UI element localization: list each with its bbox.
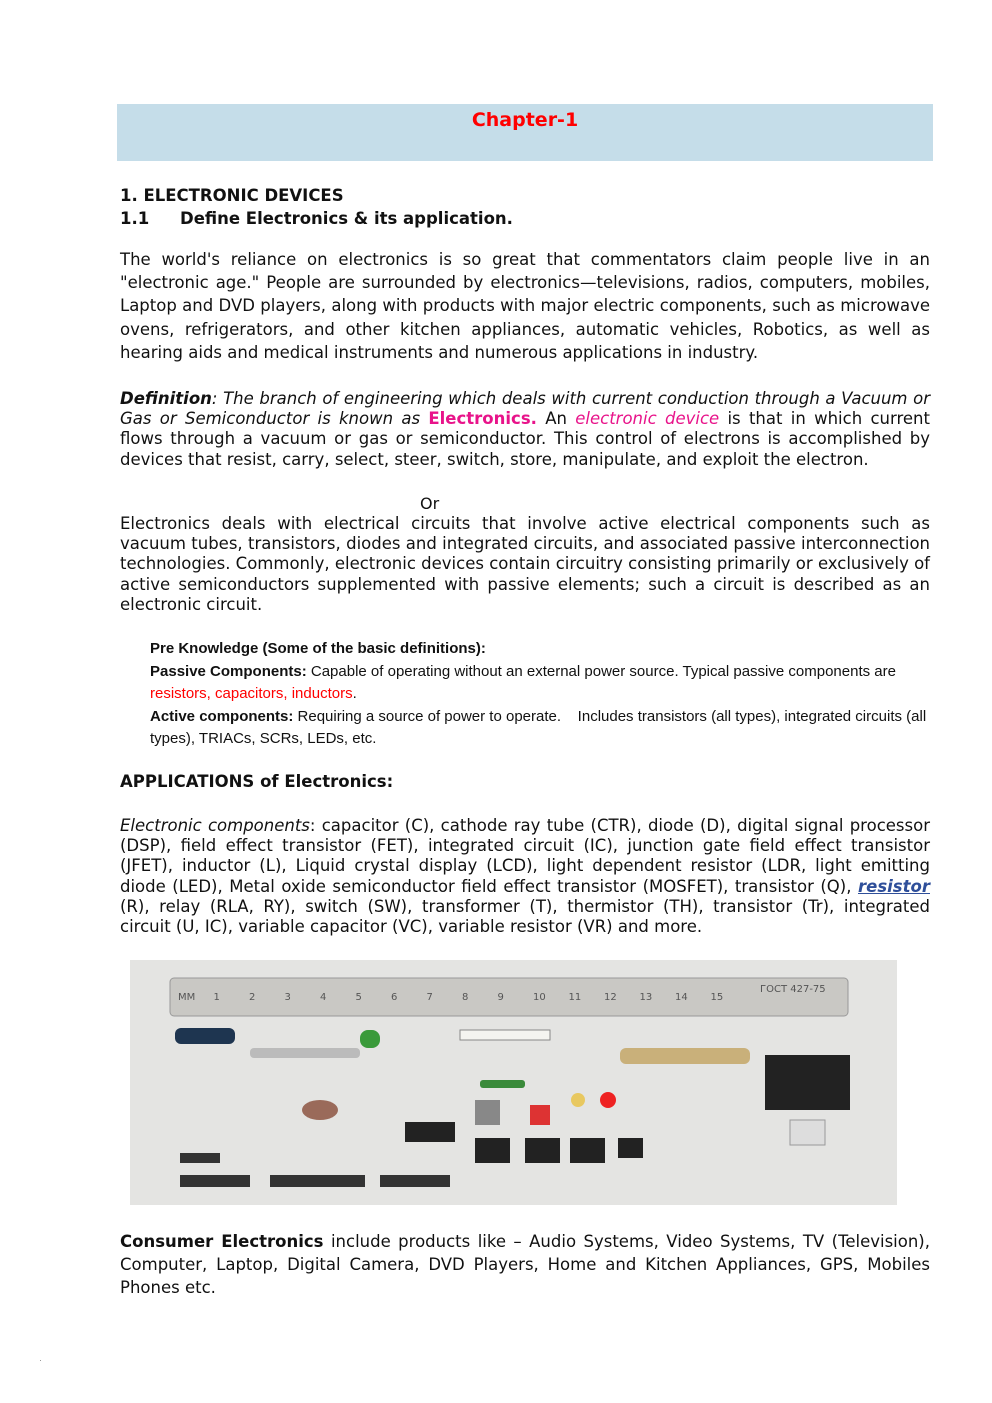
resistor-link[interactable]: resistor <box>858 876 930 896</box>
chapter-title: Chapter-1 <box>471 109 579 131</box>
consumer-electronics-paragraph <box>120 1230 930 1299</box>
ruler-label: 9 <box>497 992 504 1003</box>
ruler-label: 14 <box>675 992 688 1003</box>
section-heading: 1. ELECTRONIC DEVICES <box>120 186 344 205</box>
alt-definition-paragraph: Electronics deals with electrical circuits that involve active electrical components such as vacuum tubes, transistors, diodes and integrated circuits, and associated passive interconnection technologies. Commonly, electronic devices contain circuitry consisting primarily or exclusively of active semiconductors supplemented with passive elements; such a circuit is described as an electronic circuit. <box>120 514 930 614</box>
or-separator: Or <box>420 494 440 513</box>
ruler-label: 4 <box>320 992 327 1003</box>
passive-end: . <box>352 685 357 703</box>
subsection-title: Define Electronics & its application. <box>180 209 513 228</box>
ruler-label: 1 <box>213 992 220 1003</box>
ruler <box>170 978 848 1016</box>
ruler-label: 7 <box>426 992 433 1003</box>
electronic-components-photo <box>130 960 897 1205</box>
ruler-label: 5 <box>355 992 362 1003</box>
ruler-label: 3 <box>284 992 291 1003</box>
electronic-device-term: electronic device <box>575 409 720 429</box>
electronics-term: Electronics. <box>428 409 537 429</box>
pre-knowledge-block <box>150 638 940 751</box>
applications-heading: APPLICATIONS of Electronics: <box>120 772 394 791</box>
ruler-label: 11 <box>568 992 582 1003</box>
passive-text: Capable of operating without an external power source. Typical passive components are <box>306 662 896 680</box>
active-label: Active components: <box>150 707 294 725</box>
definition-label: Definition <box>120 389 212 408</box>
chapter-banner <box>117 104 933 161</box>
definition-text: An <box>536 409 576 429</box>
components-illustration <box>130 960 897 1205</box>
definition-italic: : The branch of engineering which deals with current conduction through a Vacuum or Gas or Semiconductor is known as <box>120 389 930 429</box>
definition-paragraph <box>120 389 930 470</box>
ruler-label: 13 <box>639 992 653 1003</box>
passive-examples: resistors, capacitors, inductors <box>150 685 353 703</box>
ruler-label: MM <box>178 992 196 1003</box>
components-label: Electronic components <box>120 816 310 835</box>
ruler-label: 6 <box>391 992 398 1003</box>
ruler-label: 10 <box>533 992 546 1003</box>
ruler-label: 12 <box>604 992 617 1003</box>
page-mark <box>40 1360 41 1361</box>
subsection-heading <box>120 209 930 228</box>
passive-label: Passive Components: <box>150 662 307 680</box>
consumer-text: include products like – Audio Systems, Video Systems, TV (Television), Computer, Laptop, Digital Camera, DVD Players, Home and Kitchen Appliances, GPS, Mobiles Phones etc. <box>120 1232 930 1297</box>
subsection-number: 1.1 <box>120 209 150 228</box>
ruler-label: 2 <box>249 992 256 1003</box>
components-text: : capacitor (C), cathode ray tube (CTR), diode (D), digital signal processor (DSP), field effect transistor (FET), integrated circuit (IC), junction gate field effect transistor (JFET), inductor (L), Liquid crystal display (LCD), light dependent resistor (LDR, light emitting diode (LED), Metal oxide semiconductor field effect transistor (MOSFET), transistor (Q), <box>120 816 930 896</box>
ruler-label: 15 <box>710 992 724 1003</box>
consumer-label: Consumer Electronics <box>120 1232 324 1251</box>
active-text: Requiring a source of power to operate. Includes transistors (all types), integrated circuits (all types), TRIACs, SCRs, LEDs, etc. <box>150 707 931 748</box>
definition-rest: is that in which current flows through a vacuum or gas or semiconductor. This control of electrons is accomplished by devices that resist, carry, select, steer, switch, store, manipulate, and exploit the electron. <box>120 409 930 469</box>
components-paragraph <box>120 816 930 937</box>
intro-paragraph: The world's reliance on electronics is so great that commentators claim people live in an "electronic age." People are surrounded by electronics—televisions, radios, computers, mobiles, Laptop and DVD players, along with products with major electric components, such as microwave ovens, refrigerators, and other kitchen appliances, automatic vehicles, Robotics, as well as hearing aids and medical instruments and numerous applications in industry. <box>120 250 930 362</box>
ruler-label: 8 <box>462 992 469 1003</box>
ruler-mark: ГОСТ 427-75 <box>760 984 826 995</box>
pre-knowledge-title: Pre Knowledge (Some of the basic definitions): <box>150 640 486 657</box>
components-text-end: (R), relay (RLA, RY), switch (SW), transformer (T), thermistor (TH), transistor (Tr), integrated circuit (U, IC), variable capacitor (VC), variable resistor (VR) and more. <box>120 896 930 937</box>
